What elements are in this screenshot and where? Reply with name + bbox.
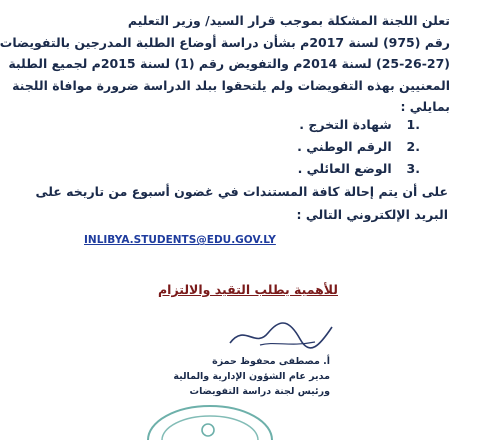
submission-note <box>26 180 448 226</box>
list-item-text: شهادة التخرج . <box>299 117 392 132</box>
signatory-role: ورئيس لجنة دراسة التفويضات <box>189 386 330 397</box>
handwritten-signature <box>220 315 340 355</box>
required-documents-list <box>120 114 420 180</box>
list-item <box>120 158 420 180</box>
signatory-name: أ. مصطفى محفوظ حمزة <box>212 356 330 367</box>
paragraph-line: بمايلي : <box>400 99 450 114</box>
list-item-text: الوضع العائلي . <box>297 161 392 176</box>
official-seal <box>140 400 280 440</box>
announcement-paragraph <box>0 10 450 118</box>
list-item <box>120 136 420 158</box>
paragraph-line: (25-26-27) لسنة 2014م والتفويض رقم (1) لسنة 2015م لجميع الطلبة <box>8 56 450 71</box>
list-item-number: .2 <box>406 139 420 154</box>
note-line: على أن يتم إحالة كافة المستندات في غضون أسبوع من تاريخه على <box>35 184 448 199</box>
paragraph-line: رقم (975) لسنة 2017م بشأن دراسة أوضاع الطلبة المدرجين بالتفويضات <box>0 34 450 50</box>
signatory-title: مدير عام الشؤون الإدارية والمالية <box>173 371 330 382</box>
paragraph-line: المعنيين بهذه التفويضات ولم يلتحقوا ببلد الدراسة ضرورة موافاة اللجنة <box>12 77 450 93</box>
closing-motto: للأهمية يطلب التقيد والالتزام <box>158 282 338 297</box>
note-line: البريد الإلكتروني التالي : <box>296 207 448 222</box>
list-item-number: .3 <box>406 161 420 176</box>
email-link[interactable]: INLIBYA.STUDENTS@EDU.GOV.LY <box>84 234 276 246</box>
list-item-text: الرقم الوطني . <box>297 139 392 154</box>
signature-block <box>160 354 330 399</box>
list-item-number: .1 <box>406 117 420 132</box>
paragraph-line: تعلن اللجنة المشكلة بموجب قرار السيد/ وزير التعليم <box>127 13 450 28</box>
list-item <box>120 114 420 136</box>
